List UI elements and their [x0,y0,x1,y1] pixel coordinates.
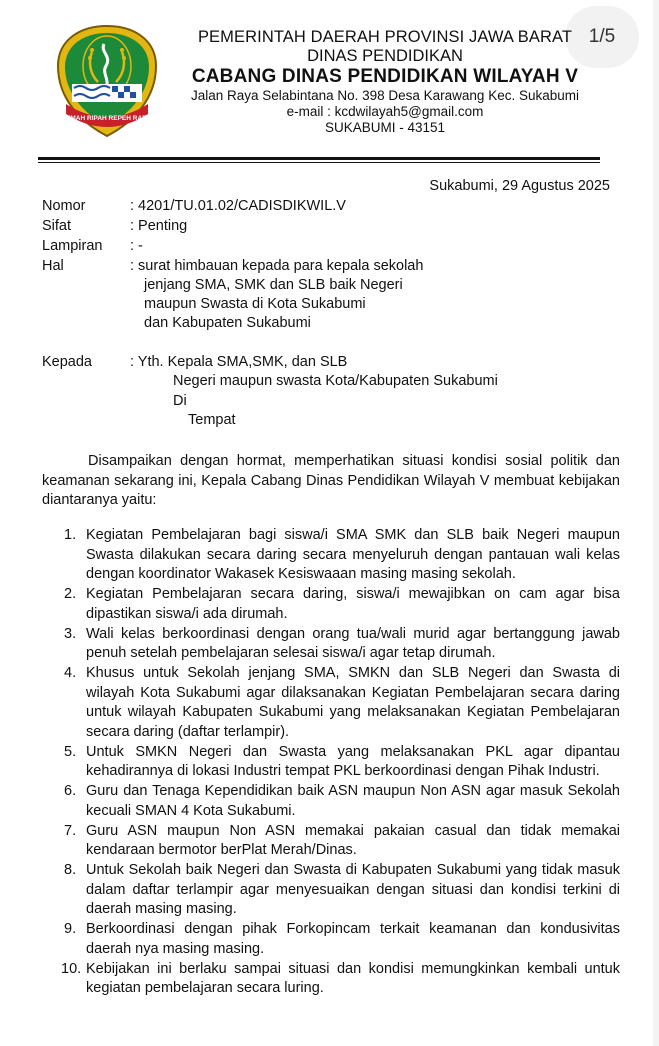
svg-text:GEMAH RIPAH REPEH RAPIH: GEMAH RIPAH REPEH RAPIH [61,115,153,122]
sifat-label: Sifat [42,218,72,234]
nomor-value: : 4201/TU.01.02/CADISDIKWIL.V [130,198,346,214]
hal-label: Hal [42,258,64,274]
list-item [42,822,620,861]
letterhead-address: Jalan Raya Selabintana No. 398 Desa Karawang Kec. Sukabumi [191,88,579,103]
hal-line-3: maupun Swasta di Kota Sukabumi [144,296,366,312]
item-number: 10. [61,960,82,977]
lampiran-label: Lampiran [42,238,103,254]
item-number: 2. [64,586,77,602]
item-text: Kegiatan Pembelajaran bagi siswa/i SMA SMK dan SLB baik Negeri maupun Swasta dilakukan secara daring secara menyeluruh dengan pantauan wali kelas dengan koordinator Wakasek Kesiswaaan masing masing sekolah. [86,527,620,582]
hal-line-1: : surat himbauan kepada para kepala sekolah [130,258,424,274]
list-item [42,960,620,999]
kepada-line-2: Negeri maupun swasta Kota/Kabupaten Sukabumi [173,373,498,389]
list-item [42,861,620,920]
letterhead-government: PEMERINTAH DAERAH PROVINSI JAWA BARAT [197,28,573,46]
intro-paragraph: Disampaikan dengan hormat, memperhatikan situasi kondisi sosial politik dan keamanan sekarang ini, Kepala Cabang Dinas Pendidikan Wilayah V membuat kebijakan diantaranya yaitu: [42,453,620,508]
item-number: 7. [64,822,77,839]
sifat-value: : Penting [130,218,188,234]
viewer-edge [653,0,659,1046]
hal-line-4: dan Kabupaten Sukabumi [144,315,311,331]
letterhead [170,28,600,136]
letterhead-email: e-mail : kcdwilayah5@gmail.com [286,104,484,119]
list-item [42,782,620,821]
kepada-line-3: Di [173,393,187,409]
policy-list [42,526,620,999]
item-number: 1. [64,527,77,543]
letterhead-rule-thin [38,162,600,163]
item-number: 9. [64,921,77,937]
item-text: Berkoordinasi dengan pihak Forkopincam terkait keamanan dan kondusivitas daerah nya masing masing. [86,921,620,957]
letterhead-branch: CABANG DINAS PENDIDIKAN WILAYAH V [191,66,579,87]
kepada-line-1: : Yth. Kepala SMA,SMK, dan SLB [130,354,348,370]
item-text: Khusus untuk Sekolah jenjang SMA, SMKN dan SLB Negeri dan Swasta di wilayah Kota Sukabumi agar dilaksanakan Kegiatan Pembelajaran secara daring untuk wilayah Kabupaten Sukabumi yang melaksanakan Kegiatan Pembelajaran secara daring (daftar terlampir). [86,665,620,740]
letterhead-department: DINAS PENDIDIKAN [307,47,463,65]
kepada-label: Kepada [42,354,92,370]
list-item [42,526,620,585]
item-text: Wali kelas berkoordinasi dengan orang tua/wali murid agar bertanggung jawab penuh setelah pembelajaran selesai siswa/i agar tetap dirumah. [86,625,620,661]
list-item [42,664,620,742]
jawa-barat-emblem-logo [52,22,162,140]
lampiran-value: : - [130,238,143,254]
list-item [42,920,620,959]
item-text: Kegiatan Pembelajaran secara daring, siswa/i mewajibkan on cam agar bisa dipastikan siswa/i ada dirumah. [86,586,620,622]
list-item [42,625,620,664]
item-text: Untuk Sekolah baik Negeri dan Swasta di Kabupaten Sukabumi yang tidak masuk dalam daftar terlampir agar menyesuaikan dengan situasi dan kondisi terkini di daerah masing masing. [86,862,620,917]
letter-date: Sukabumi, 29 Agustus 2025 [429,178,610,194]
item-number: 6. [64,783,77,799]
item-text: Guru dan Tenaga Kependidikan baik ASN maupun Non ASN agar masuk Sekolah kecuali SMAN 4 Kota Sukabumi. [86,783,620,819]
letterhead-city: SUKABUMI - 43151 [324,120,446,135]
item-number: 8. [64,862,77,878]
kepada-line-4: Tempat [188,412,236,428]
item-text: Guru ASN maupun Non ASN memakai pakaian casual dan tidak memakai kendaraan bermotor berPlat Merah/Dinas. [86,822,620,858]
nomor-label: Nomor [42,198,86,214]
page-indicator[interactable]: 1/5 [565,6,639,68]
list-item [42,743,620,782]
list-item [42,585,620,624]
item-text: Kebijakan ini berlaku sampai situasi dan kondisi memungkinkan kembali untuk kegiatan pembelajaran secara luring. [86,960,620,996]
item-number: 3. [64,625,77,642]
item-number: 5. [64,743,77,760]
letterhead-rule-thick [38,157,600,160]
item-number: 4. [64,665,77,681]
hal-line-2: jenjang SMA, SMK dan SLB baik Negeri [144,277,403,293]
item-text: Untuk SMKN Negeri dan Swasta yang melaksanakan PKL agar dipantau kehadirannya di lokasi Industri tempat PKL berkoordinasi dengan Pihak Industri. [86,743,620,779]
